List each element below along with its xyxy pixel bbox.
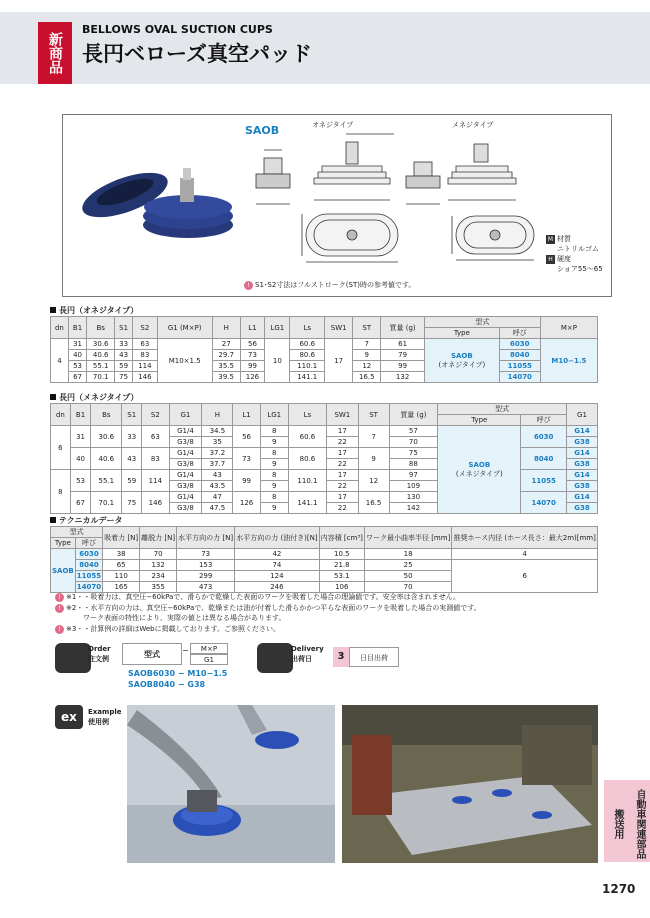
table-cell: 9 — [260, 503, 288, 514]
table-cell: M10×1.5 — [157, 339, 212, 383]
table-cell: G3/8 — [169, 459, 202, 470]
table-cell: 11055 — [521, 470, 567, 492]
table-cell: ST — [358, 404, 389, 426]
footnote-pin-icon: ! — [55, 625, 64, 634]
table-cell: 18 — [364, 549, 451, 560]
section3-title: テクニカルデータ — [50, 515, 123, 526]
table-cell: 40.6 — [87, 350, 115, 361]
table-cell: 67 — [70, 492, 90, 514]
table-cell: 65 — [103, 560, 140, 571]
table-cell: 55.1 — [91, 470, 122, 492]
table-cell: dn — [51, 317, 69, 339]
page-number: 1270 — [602, 882, 636, 896]
table-cell: 35.5 — [212, 361, 240, 372]
example-label-en: Example — [88, 708, 122, 716]
table-cell: 70 — [389, 437, 438, 448]
table-cell: 6030 — [75, 549, 102, 560]
table-cell: 473 — [177, 582, 235, 593]
table-cell: G1/4 — [169, 492, 202, 503]
footnote-pin-icon: ! — [55, 593, 64, 602]
table-cell: 22 — [327, 437, 358, 448]
table-cell: 40 — [70, 448, 90, 470]
table-cell: 79 — [381, 350, 425, 361]
table-cell: M10−1.5 — [540, 339, 597, 383]
table-cell: 114 — [142, 470, 169, 492]
table-cell: Type — [51, 538, 76, 549]
table-cell: G38 — [567, 437, 598, 448]
table-cell: 6 — [51, 426, 71, 470]
table-cell: dn — [51, 404, 71, 426]
phone-order-icon — [55, 643, 91, 673]
table-cell: 80.6 — [288, 448, 326, 470]
table-cell: 呼び — [75, 538, 102, 549]
table-cell: 17 — [327, 492, 358, 503]
table-cell: 呼び — [521, 415, 567, 426]
female-type-spec-table — [50, 403, 598, 514]
table-cell: 8 — [260, 426, 288, 437]
table-cell: 14070 — [499, 372, 540, 383]
table-cell: 4 — [51, 339, 69, 383]
table-cell: 75 — [115, 372, 133, 383]
table-cell: LG1 — [265, 317, 290, 339]
table-cell: G14 — [567, 426, 598, 437]
table-cell: 56 — [240, 339, 265, 350]
delivery-days: 3 — [333, 647, 349, 667]
table-cell: 吸着力 [N] — [103, 527, 140, 549]
female-type-label: メネジタイプ — [452, 121, 494, 129]
table-cell: 146 — [133, 372, 158, 383]
table-cell: G1/4 — [169, 448, 202, 459]
table-cell: 70.1 — [91, 492, 122, 514]
table-cell: 73 — [177, 549, 235, 560]
table-cell: 132 — [381, 372, 425, 383]
table-cell: 9 — [260, 481, 288, 492]
table-cell: Bs — [91, 404, 122, 426]
table-cell: LG1 — [260, 404, 288, 426]
table-cell: S1 — [122, 404, 142, 426]
table-cell: 8040 — [75, 560, 102, 571]
table-cell: 59 — [115, 361, 133, 372]
table-cell: ワーク最小曲率半径 [mm] — [364, 527, 451, 549]
table-row — [51, 372, 598, 383]
table-cell: 型式 — [424, 317, 540, 328]
table-cell: 53 — [70, 470, 90, 492]
table-cell: 型式 — [51, 527, 103, 538]
table-cell: 42 — [235, 549, 320, 560]
page: 新商品 BELLOWS OVAL SUCTION CUPS 長円ベローズ真空パッド SAOB オネジタイプ メネジタイプ M 材質 ニトリルゴム H 硬度 ショア55〜65 ! S1･S2寸法はフルストローク(ST)時の参考値です。 長円（オネジタイプ） dn B1 Bs S1 S2 G1 (M×P) H L1 LG1 Ls SW1 ST 質量 (g) 型式 M×P Type 呼び 4 31 30.6 33 63 M10×1.5 27 56 10 60.6 17 7 61 SAOB (オネジタイプ) 6030 M10−1.5 40 40.6 43 83 29.7 73 80.6 9 79 8040 53 55.1 59 114 35.5 99 110.1 12 99 11055 67 70.1 75 146 39.5 126 141.1 16.5 132 14070 長円（メネジタイプ） dn B1 Bs S1 S2 G1 H L1 LG1 Ls SW1 ST 質量 (g) 型式 G1 Type 呼び 6 31 30.6 33 63 G1/4 34.5 56 8 60.6 17 7 57 SAOB (メネジタイプ) 6030 G14 G3/8 35 9 22 70 G38 40 40.6 43 83 G1/4 37.2 73 8 80.6 17 9 75 8040 G14 G3/8 37.7 9 22 88 G38 8 53 55.1 59 114 G1/4 43 99 8 110.1 17 12 97 11055 G14 G3/8 43.5 9 22 109 G38 67 70.1 75 146 G1/4 47 126 8 141.1 17 16.5 130 14070 G14 G3/8 47.5 9 22 142 G38 テクニカルデータ 型式 吸着力 [N] 離脱力 [N] 水平方向の力 [N] 水平方向の力 (油付き)[N] 内容積 [cm³] ワーク最小曲率半径 [mm] 推奨ホース内径 (ホース長さ：最大2m)[mm] Type 呼び SAOB 6030 38 70 73 42 10.5 18 4 8040 65 132 153 74 21.8 25 6 11055 110 234 299 124 53.1 50 14070 165 355 473 246 106 70 ! ※1・・吸着力は、真空圧−60kPaで、滑らかで乾燥した表面のワークを吸着した場合の理論値です。安全率は含まれません。 ! ※2・・水平方向の力は、真空圧−60kPaで、乾燥または油が付着した滑らかかつ平らな表面のワークを吸着した場合の実測値です。 ワーク表面の特性により、実際の値とは異なる場合があります。 ! ※3・・計算例の詳細はWebに掲載しております。ご参照ください。 Order 注文例 型式 − M×P G1 SAOB6030 − M10−1.5 SAOB8040 − G38 Delivery 出荷日 3 日目出荷 ex Example 使用例 自動車関連部品搬送用 1270 — [0, 0, 650, 918]
table-cell: 124 — [235, 571, 320, 582]
table-cell: 8 — [260, 492, 288, 503]
table-cell: 63 — [133, 339, 158, 350]
table-cell: B1 — [68, 317, 86, 339]
table-cell: 53.1 — [319, 571, 364, 582]
table-cell: 質量 (g) — [381, 317, 425, 339]
table-cell: 17 — [325, 339, 353, 383]
table-cell: 47.5 — [202, 503, 233, 514]
table-row — [51, 339, 598, 350]
table-row — [51, 317, 598, 328]
table-cell: 55.1 — [87, 361, 115, 372]
material-icon: M — [547, 236, 554, 243]
table-cell: 355 — [140, 582, 177, 593]
male-type-spec-table — [50, 316, 598, 383]
table-cell: 8 — [260, 448, 288, 459]
table-cell: S1 — [115, 317, 133, 339]
table-cell: 内容積 [cm³] — [319, 527, 364, 549]
table-cell: Type — [438, 415, 521, 426]
table-cell: 6 — [452, 560, 598, 593]
table-cell: 29.7 — [212, 350, 240, 361]
material-legend: M 材質 ニトリルゴム H 硬度 ショア55〜65 — [547, 235, 603, 273]
table-cell: 12 — [353, 361, 381, 372]
table-cell: H — [202, 404, 233, 426]
delivery-unit: 日目出荷 — [349, 647, 399, 667]
table-cell: 33 — [122, 426, 142, 448]
table-cell: SAOB (オネジタイプ) — [424, 339, 499, 383]
footnote-pin-icon: ! — [55, 604, 64, 613]
delivery-label-en: Delivery — [291, 645, 324, 653]
table-cell: 80.6 — [290, 350, 325, 361]
table-row — [51, 361, 598, 372]
table-cell: 14070 — [521, 492, 567, 514]
table-cell: G1 — [169, 404, 202, 426]
order-label-jp: 注文例 — [88, 655, 109, 663]
table-cell: 17 — [327, 470, 358, 481]
table-cell: Bs — [87, 317, 115, 339]
table-cell: 呼び — [499, 328, 540, 339]
table-cell: 8040 — [499, 350, 540, 361]
male-type-label: オネジタイプ — [312, 121, 354, 129]
table-cell: G1 (M×P) — [157, 317, 212, 339]
category-side-tab: 自動車関連部品搬送用 — [604, 780, 650, 862]
table-cell: 8 — [51, 470, 71, 514]
table-cell: SW1 — [325, 317, 353, 339]
table-cell: 離脱力 [N] — [140, 527, 177, 549]
table-cell: 16.5 — [358, 492, 389, 514]
table-cell: 146 — [142, 492, 169, 514]
technical-data-table — [50, 526, 598, 593]
order-type-cell: 型式 — [122, 643, 182, 665]
table-cell: 11055 — [76, 572, 102, 580]
table-cell: 35 — [202, 437, 233, 448]
table-cell: 31 — [68, 339, 86, 350]
table-cell: B1 — [70, 404, 90, 426]
table-cell: G38 — [567, 459, 598, 470]
table-cell: 110 — [103, 571, 140, 582]
table-cell: G14 — [567, 448, 598, 459]
figure-note: ! S1･S2寸法はフルストローク(ST)時の参考値です。 — [244, 280, 415, 290]
table-cell: 126 — [240, 372, 265, 383]
dimension-drawing — [244, 128, 544, 278]
table-cell: 水平方向の力 [N] — [177, 527, 235, 549]
table-cell: 推奨ホース内径 (ホース長さ：最大2m)[mm] — [452, 527, 598, 549]
table-cell: 22 — [327, 503, 358, 514]
table-row — [51, 350, 598, 361]
table-cell: 21.8 — [319, 560, 364, 571]
table-cell: 114 — [133, 361, 158, 372]
table-cell: 74 — [235, 560, 320, 571]
table-row — [51, 560, 598, 571]
table-cell: 25 — [364, 560, 451, 571]
table-cell: 17 — [327, 426, 358, 437]
table-cell: 30.6 — [87, 339, 115, 350]
table-cell: 38 — [103, 549, 140, 560]
table-cell: 53 — [68, 361, 86, 372]
table-cell: S2 — [133, 317, 158, 339]
table-cell: Ls — [288, 404, 326, 426]
table-cell: 8 — [260, 470, 288, 481]
table-cell: 9 — [358, 448, 389, 470]
table-cell: 7 — [353, 339, 381, 350]
table-cell: 83 — [142, 448, 169, 470]
truck-icon — [257, 643, 293, 673]
usage-photo-1 — [127, 705, 335, 863]
table-cell: 9 — [353, 350, 381, 361]
table-cell: L1 — [233, 404, 260, 426]
table-cell: 56 — [233, 426, 260, 448]
table-cell: 60.6 — [288, 426, 326, 448]
table-cell: 132 — [140, 560, 177, 571]
table-cell: 130 — [389, 492, 438, 503]
example-icon: ex — [55, 705, 83, 729]
table-cell: 27 — [212, 339, 240, 350]
table-cell: Ls — [290, 317, 325, 339]
table-cell: 110.1 — [290, 361, 325, 372]
table-cell: 型式 — [438, 404, 567, 415]
table-cell: 63 — [142, 426, 169, 448]
table-cell: 39.5 — [212, 372, 240, 383]
table-cell: 126 — [233, 492, 260, 514]
table-cell: 246 — [235, 582, 320, 593]
table-cell: 37.7 — [202, 459, 233, 470]
table-cell: 31 — [70, 426, 90, 448]
table-cell: Type — [424, 328, 499, 339]
table-cell: 43 — [115, 350, 133, 361]
table-cell: 106 — [319, 582, 364, 593]
table-cell: 99 — [233, 470, 260, 492]
usage-photo-2 — [342, 705, 598, 863]
table-cell: 99 — [240, 361, 265, 372]
table-cell: 75 — [122, 492, 142, 514]
table-cell: 33 — [115, 339, 133, 350]
table-cell: G3/8 — [169, 503, 202, 514]
table-row — [51, 549, 598, 560]
table-cell: 12 — [358, 470, 389, 492]
table-cell: 70 — [140, 549, 177, 560]
table-cell: 6030 — [499, 339, 540, 350]
example-label-jp: 使用例 — [88, 718, 109, 726]
table-cell: 47 — [202, 492, 233, 503]
table-cell: 34.5 — [202, 426, 233, 437]
table-cell: 10 — [265, 339, 290, 383]
table-cell: SAOB — [51, 549, 76, 593]
table-cell: 17 — [327, 448, 358, 459]
table-cell: 質量 (g) — [389, 404, 438, 426]
english-title: BELLOWS OVAL SUCTION CUPS — [82, 23, 273, 36]
table-cell: 9 — [260, 459, 288, 470]
table-cell: 22 — [327, 481, 358, 492]
table-cell: 57 — [389, 426, 438, 437]
table-cell: G3/8 — [169, 481, 202, 492]
table-cell: 37.2 — [202, 448, 233, 459]
order-label-en: Order — [88, 645, 111, 653]
table-row — [51, 404, 598, 415]
table-cell: 7 — [358, 426, 389, 448]
table-cell: ST — [353, 317, 381, 339]
table-cell: 83 — [133, 350, 158, 361]
table-cell: 73 — [233, 448, 260, 470]
table-cell: G38 — [567, 503, 598, 514]
table-cell: 8040 — [521, 448, 567, 470]
hardness-icon: H — [546, 255, 555, 264]
delivery-label-jp: 出荷日 — [291, 655, 312, 663]
table-cell: G3/8 — [169, 437, 202, 448]
order-mp-cell: M×P — [190, 643, 228, 654]
table-cell: S2 — [142, 404, 169, 426]
product-photo — [70, 150, 240, 250]
section2-title: 長円（メネジタイプ） — [50, 392, 138, 403]
table-cell: SAOB (メネジタイプ) — [438, 426, 521, 514]
table-cell: 4 — [452, 549, 598, 560]
table-cell: 14070 — [76, 583, 102, 591]
table-cell: 16.5 — [353, 372, 381, 383]
table-cell: 水平方向の力 (油付き)[N] — [235, 527, 320, 549]
table-cell: 153 — [177, 560, 235, 571]
table-cell: H — [212, 317, 240, 339]
table-cell: 43 — [202, 470, 233, 481]
table-cell: 22 — [327, 459, 358, 470]
table-cell: G14 — [567, 492, 598, 503]
table-cell: 70.1 — [87, 372, 115, 383]
table-cell: 70 — [364, 582, 451, 593]
table-cell: 165 — [103, 582, 140, 593]
table-cell: G38 — [567, 481, 598, 492]
table-cell: L1 — [240, 317, 265, 339]
section1-title: 長円（オネジタイプ） — [50, 305, 138, 316]
table-cell: 9 — [260, 437, 288, 448]
table-cell: G1/4 — [169, 426, 202, 437]
table-cell: M×P — [540, 317, 597, 339]
table-row — [51, 426, 598, 437]
figure-model-label: SAOB — [245, 124, 280, 137]
table-cell: 11055 — [499, 361, 540, 372]
table-cell: 109 — [389, 481, 438, 492]
order-g1-cell: G1 — [190, 654, 228, 665]
order-example-1: SAOB6030 − M10−1.5 — [128, 669, 228, 678]
table-cell: G1 — [567, 404, 598, 426]
table-cell: 61 — [381, 339, 425, 350]
table-cell: 6030 — [521, 426, 567, 448]
table-cell: 43.5 — [202, 481, 233, 492]
table-cell: 67 — [68, 372, 86, 383]
table-row — [51, 527, 598, 538]
table-cell: 99 — [381, 361, 425, 372]
table-cell: 73 — [240, 350, 265, 361]
table-cell: 110.1 — [288, 470, 326, 492]
table-cell: 40 — [68, 350, 86, 361]
table-cell: 59 — [122, 470, 142, 492]
table-cell: 60.6 — [290, 339, 325, 350]
table-cell: 141.1 — [288, 492, 326, 514]
table-cell: 97 — [389, 470, 438, 481]
new-product-badge: 新商品 — [38, 22, 72, 84]
table-cell: G14 — [567, 470, 598, 481]
table-cell: 141.1 — [290, 372, 325, 383]
table-cell: 43 — [122, 448, 142, 470]
table-cell: SW1 — [327, 404, 358, 426]
table-cell: 234 — [140, 571, 177, 582]
table-cell: 299 — [177, 571, 235, 582]
table-cell: 30.6 — [91, 426, 122, 448]
table-cell: 142 — [389, 503, 438, 514]
table-cell: G1/4 — [169, 470, 202, 481]
table-cell: 75 — [389, 448, 438, 459]
table-cell: 88 — [389, 459, 438, 470]
japanese-title: 長円ベローズ真空パッド — [82, 42, 312, 66]
table-cell: 40.6 — [91, 448, 122, 470]
footnotes: ! ※1・・吸着力は、真空圧−60kPaで、滑らかで乾燥した表面のワークを吸着した場合の理論値です。安全率は含まれません。 ! ※2・・水平方向の力は、真空圧−60kPaで、乾燥または油が付着した滑らかかつ平らな表面のワークを吸着した場合の実測値です。 ワーク表面の特性により、実際の値とは異なる場合があります。 ! ※3・・計算例の詳細はWebに掲載しております。ご参照ください。 — [55, 592, 595, 634]
order-example-2: SAOB8040 − G38 — [128, 680, 206, 689]
table-cell: 50 — [364, 571, 451, 582]
note-pin-icon: ! — [244, 281, 253, 290]
table-cell: 10.5 — [319, 549, 364, 560]
